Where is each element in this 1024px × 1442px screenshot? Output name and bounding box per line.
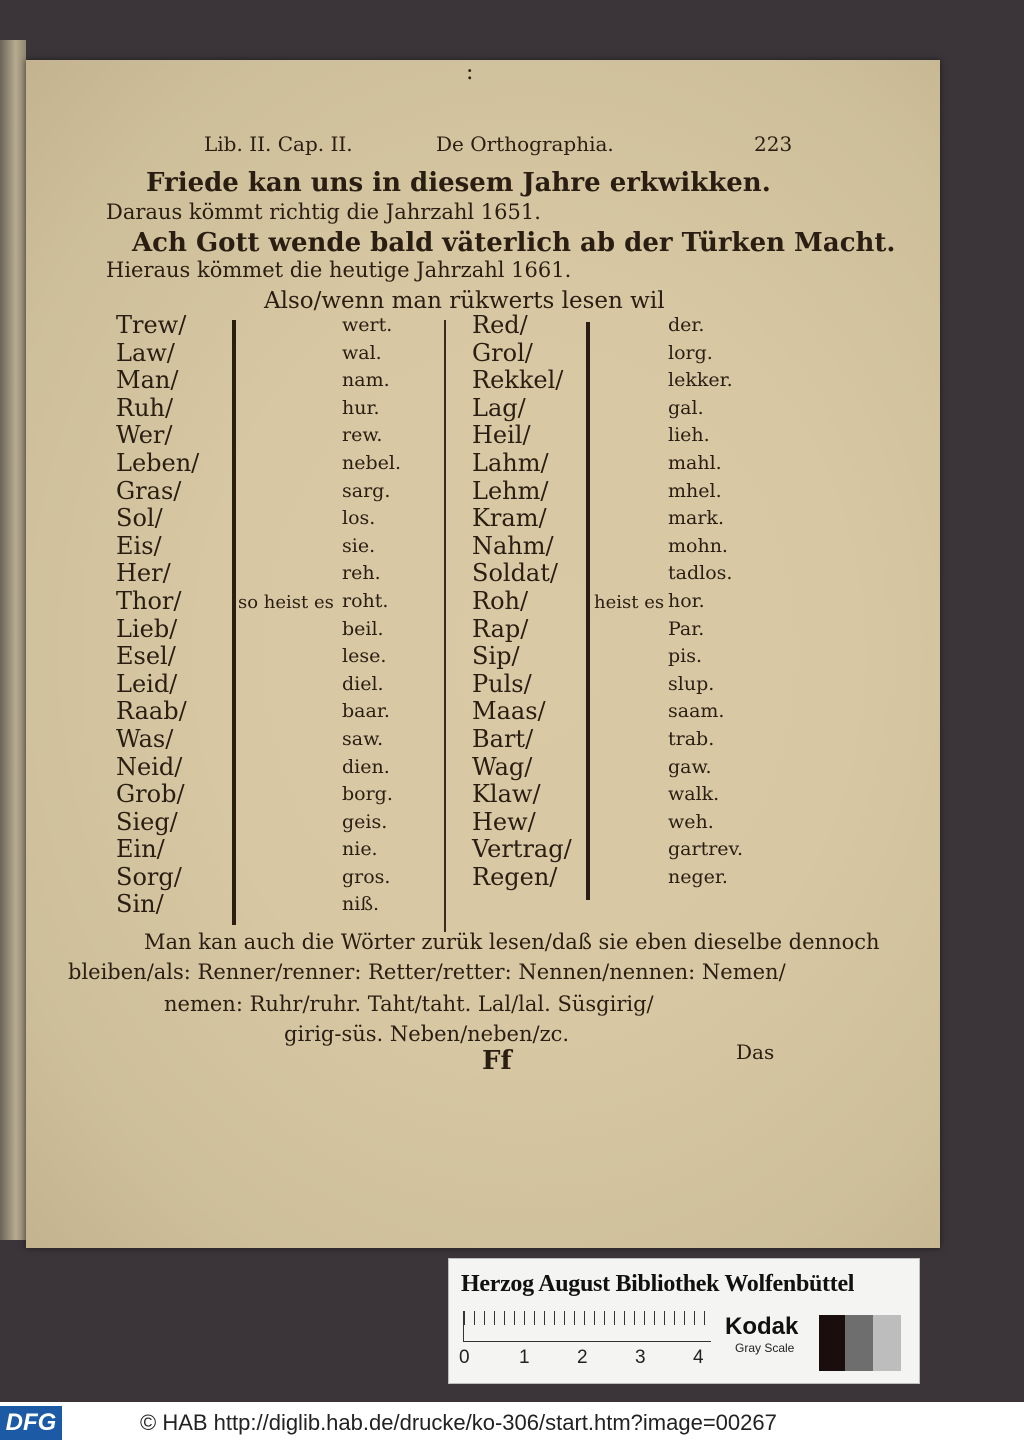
word-cell: Lahm/ <box>472 448 549 477</box>
word-cell: nam. <box>342 369 390 392</box>
word-cell: gartrev. <box>668 838 744 861</box>
word-cell: Raab/ <box>116 697 187 726</box>
word-cell: mohn. <box>668 534 728 557</box>
library-title: Herzog August Bibliothek Wolfenbüttel <box>461 1271 855 1297</box>
word-cell: gros. <box>342 865 391 888</box>
word-cell: mhel. <box>668 479 722 502</box>
word-cell: wert. <box>342 314 393 336</box>
text-line: Man kan auch die Wörter zurük lesen/daß sie eben dieselbe dennoch <box>144 930 880 954</box>
word-cell: slup. <box>668 672 715 695</box>
word-cell: mark. <box>668 507 724 530</box>
word-cell: wal. <box>342 341 382 364</box>
kodak-gray-scale-card <box>448 1258 920 1384</box>
gray-patch-black <box>819 1315 845 1371</box>
page-number: 223 <box>754 132 793 156</box>
word-cell: Trew/ <box>116 311 187 339</box>
word-cell: diel. <box>342 672 384 695</box>
text-line: girig-süs. Neben/neben/zc. <box>284 1022 570 1046</box>
text-line: bleiben/als: Renner/renner: Retter/retter: Nennen/nennen: Nemen/ <box>68 960 786 984</box>
kodak-brand: Kodak <box>725 1313 799 1340</box>
dfg-logo[interactable]: DFG <box>0 1406 62 1440</box>
word-cell: tadlos. <box>668 562 733 585</box>
word-cell: Grob/ <box>116 780 185 809</box>
word-cell: lekker. <box>668 369 733 392</box>
gray-patch-dark <box>845 1315 873 1371</box>
word-cell: hor. <box>668 589 705 612</box>
word-cell: reh. <box>342 562 381 585</box>
word-cell: beil. <box>342 617 384 640</box>
word-cell: niß. <box>342 893 380 916</box>
signet-mark: : <box>466 60 474 85</box>
word-cell: lese. <box>342 645 387 668</box>
word-cell: roht. <box>342 589 389 612</box>
ruler-number: 2 <box>577 1347 588 1368</box>
word-cell: geis. <box>342 810 388 833</box>
word-cell: Heil/ <box>472 421 531 450</box>
ruler-number: 1 <box>519 1347 530 1368</box>
word-cell: Eis/ <box>116 531 162 560</box>
word-cell: Neid/ <box>116 752 183 781</box>
word-cell: los. <box>342 507 376 530</box>
word-cell: Sorg/ <box>116 862 182 891</box>
word-cell: Was/ <box>116 724 174 753</box>
word-cell: Ruh/ <box>116 393 174 422</box>
right-words-column <box>472 312 572 891</box>
word-cell: Her/ <box>116 559 171 588</box>
word-cell: Man/ <box>116 366 179 395</box>
right-brace-label: heist es <box>594 592 665 613</box>
left-reversed-column <box>342 312 401 919</box>
word-cell: mahl. <box>668 451 722 474</box>
copyright-link[interactable]: © HAB http://diglib.hab.de/drucke/ko-306/start.htm?image=00267 <box>140 1410 777 1435</box>
word-cell: Nahm/ <box>472 531 554 560</box>
word-cell: Rap/ <box>472 614 529 643</box>
table-heading: Also/wenn man rükwerts lesen wil <box>264 288 665 314</box>
word-cell: sie. <box>342 534 376 557</box>
word-cell: saw. <box>342 727 384 750</box>
word-cell: Sin/ <box>116 890 164 919</box>
word-cell: gaw. <box>668 755 712 778</box>
column-divider <box>444 320 446 932</box>
word-cell: sarg. <box>342 479 391 502</box>
word-cell: Wag/ <box>472 752 533 781</box>
word-cell: nebel. <box>342 451 402 474</box>
word-cell: Lag/ <box>472 393 526 422</box>
word-cell: hur. <box>342 396 380 419</box>
word-cell: Law/ <box>116 338 175 367</box>
text-line: Ach Gott wende bald väterlich ab der Türken Macht. <box>132 228 896 258</box>
word-cell: neger. <box>668 865 728 888</box>
word-cell: Ein/ <box>116 835 165 864</box>
text-line: Friede kan uns in diesem Jahre erkwikken. <box>146 168 771 198</box>
kodak-subtitle: Gray Scale <box>735 1341 795 1355</box>
word-cell: pis. <box>668 645 703 668</box>
word-cell: Red/ <box>472 311 528 339</box>
word-cell: Esel/ <box>116 642 176 671</box>
ruler-number: 3 <box>635 1347 646 1368</box>
word-cell: dien. <box>342 755 390 778</box>
word-cell: Sip/ <box>472 642 520 671</box>
word-cell: nie. <box>342 838 378 861</box>
word-cell: Gras/ <box>116 476 182 505</box>
word-cell: der. <box>668 314 705 336</box>
left-brace <box>232 320 236 925</box>
word-cell: saam. <box>668 700 725 723</box>
word-cell: Lehm/ <box>472 476 549 505</box>
word-cell: Klaw/ <box>472 780 541 809</box>
right-reversed-column <box>668 312 743 891</box>
word-cell: Soldat/ <box>472 559 558 588</box>
word-cell: trab. <box>668 727 715 750</box>
word-cell: Leben/ <box>116 448 200 477</box>
ruler-number: 4 <box>693 1347 704 1368</box>
previous-page-edge <box>0 40 26 1240</box>
text-line: nemen: Ruhr/ruhr. Taht/taht. Lal/lal. Süsgirig/ <box>164 992 654 1016</box>
word-cell: Roh/ <box>472 586 529 615</box>
word-cell: Sol/ <box>116 504 163 533</box>
word-cell: Lieb/ <box>116 614 178 643</box>
word-cell: lorg. <box>668 341 713 364</box>
word-cell: Hew/ <box>472 807 536 836</box>
word-cell: Sieg/ <box>116 807 178 836</box>
ruler-number: 0 <box>459 1347 470 1368</box>
word-cell: Leid/ <box>116 669 178 698</box>
word-cell: Bart/ <box>472 724 534 753</box>
word-cell: Kram/ <box>472 504 547 533</box>
text-line: Hieraus kömmet die heutige Jahrzahl 1661. <box>106 258 572 282</box>
word-cell: weh. <box>668 810 714 833</box>
left-words-column <box>116 312 199 919</box>
word-cell: borg. <box>342 783 393 806</box>
catchword: Das <box>736 1040 775 1064</box>
left-brace-label: so heist es <box>238 592 334 613</box>
word-cell: Par. <box>668 617 705 640</box>
word-cell: Wer/ <box>116 421 173 450</box>
running-head-left: Lib. II. Cap. II. <box>204 132 353 156</box>
word-cell: Puls/ <box>472 669 532 698</box>
signature-mark: Ff <box>482 1046 512 1076</box>
running-head-center: De Orthographia. <box>436 132 614 156</box>
word-cell: Regen/ <box>472 862 558 891</box>
word-cell: Vertrag/ <box>472 835 572 864</box>
word-cell: Maas/ <box>472 697 546 726</box>
gray-patch-light <box>873 1315 901 1371</box>
ruler <box>463 1311 712 1341</box>
word-cell: Rekkel/ <box>472 366 564 395</box>
word-cell: rew. <box>342 424 383 447</box>
book-page <box>26 60 940 1248</box>
word-cell: walk. <box>668 783 720 806</box>
viewer-footer <box>0 1402 1024 1442</box>
word-cell: lieh. <box>668 424 710 447</box>
text-line: Daraus kömmt richtig die Jahrzahl 1651. <box>106 200 541 224</box>
ruler-baseline <box>463 1341 711 1342</box>
word-cell: gal. <box>668 396 704 419</box>
word-cell: Thor/ <box>116 586 182 615</box>
word-cell: Grol/ <box>472 338 533 367</box>
word-cell: baar. <box>342 700 390 723</box>
right-brace <box>586 322 590 900</box>
